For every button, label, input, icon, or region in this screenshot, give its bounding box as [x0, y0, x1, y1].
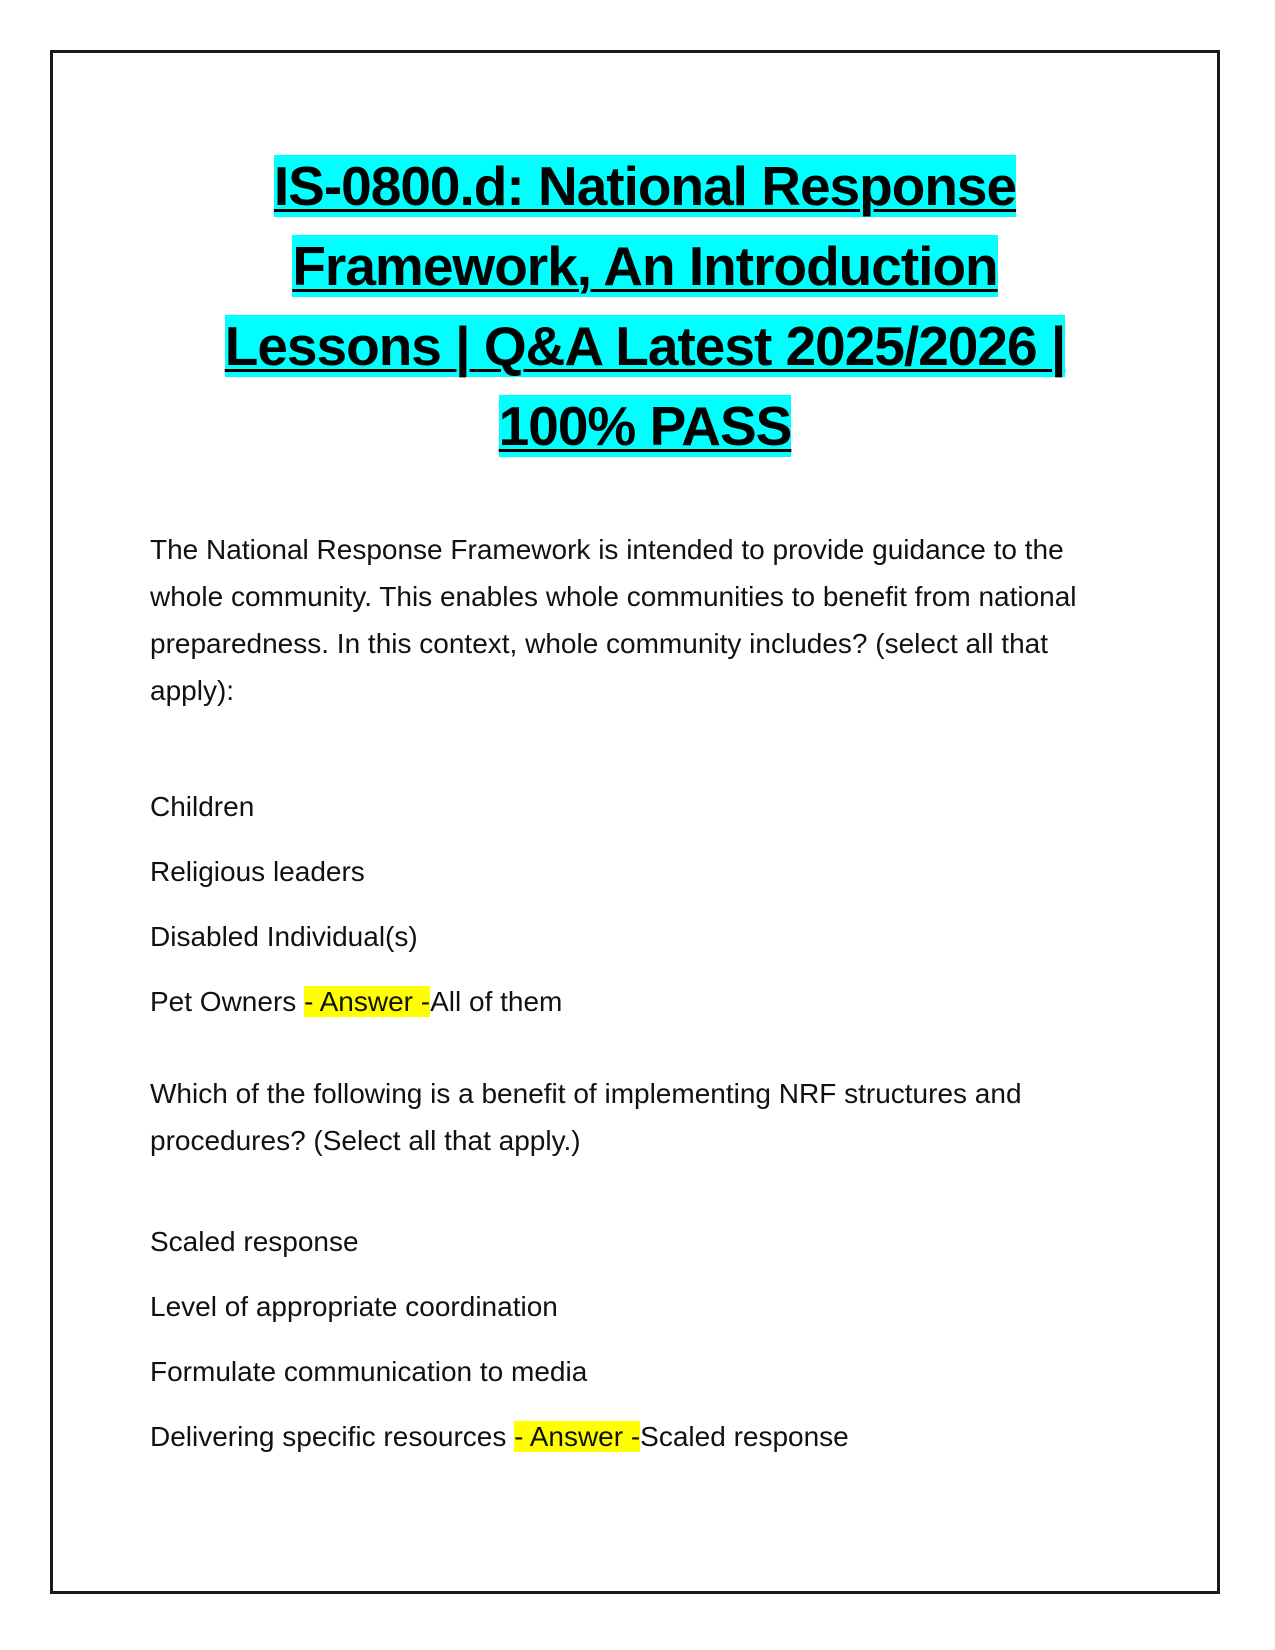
question-1-text: The National Response Framework is intended to provide guidance to the whole community. This enables whole communities to benefit from national preparedness. In this context, whole community includes? (select all that apply): — [150, 534, 1077, 706]
question-1-answer-row — [150, 982, 562, 1022]
question-2-answer: Scaled response — [640, 1421, 849, 1452]
answer-marker: - Answer - — [514, 1421, 641, 1452]
document-title — [120, 146, 1170, 466]
question-1-answer: All of them — [430, 986, 563, 1017]
question-2-option: Level of appropriate coordination — [150, 1291, 558, 1322]
question-2-option: Scaled response — [150, 1226, 359, 1257]
question-1-option: Children — [150, 791, 255, 822]
title-line-2: Framework, An Introduction — [292, 235, 998, 297]
question-1-option: Disabled Individual(s) — [150, 921, 418, 952]
question-2-option: Formulate communication to media — [150, 1356, 588, 1387]
title-line-3: Lessons | Q&A Latest 2025/2026 | — [224, 315, 1066, 377]
title-line-1: IS-0800.d: National Response — [273, 155, 1017, 217]
question-1-option: Pet Owners — [150, 986, 297, 1017]
title-line-4: 100% PASS — [498, 395, 792, 457]
question-1-option: Religious leaders — [150, 856, 365, 887]
question-2-option: Delivering specific resources — [150, 1421, 507, 1452]
answer-marker: - Answer - — [304, 986, 431, 1017]
question-2-answer-row — [150, 1417, 849, 1457]
question-2-text: Which of the following is a benefit of implementing NRF structures and procedures? (Select all that apply.) — [150, 1078, 1022, 1156]
